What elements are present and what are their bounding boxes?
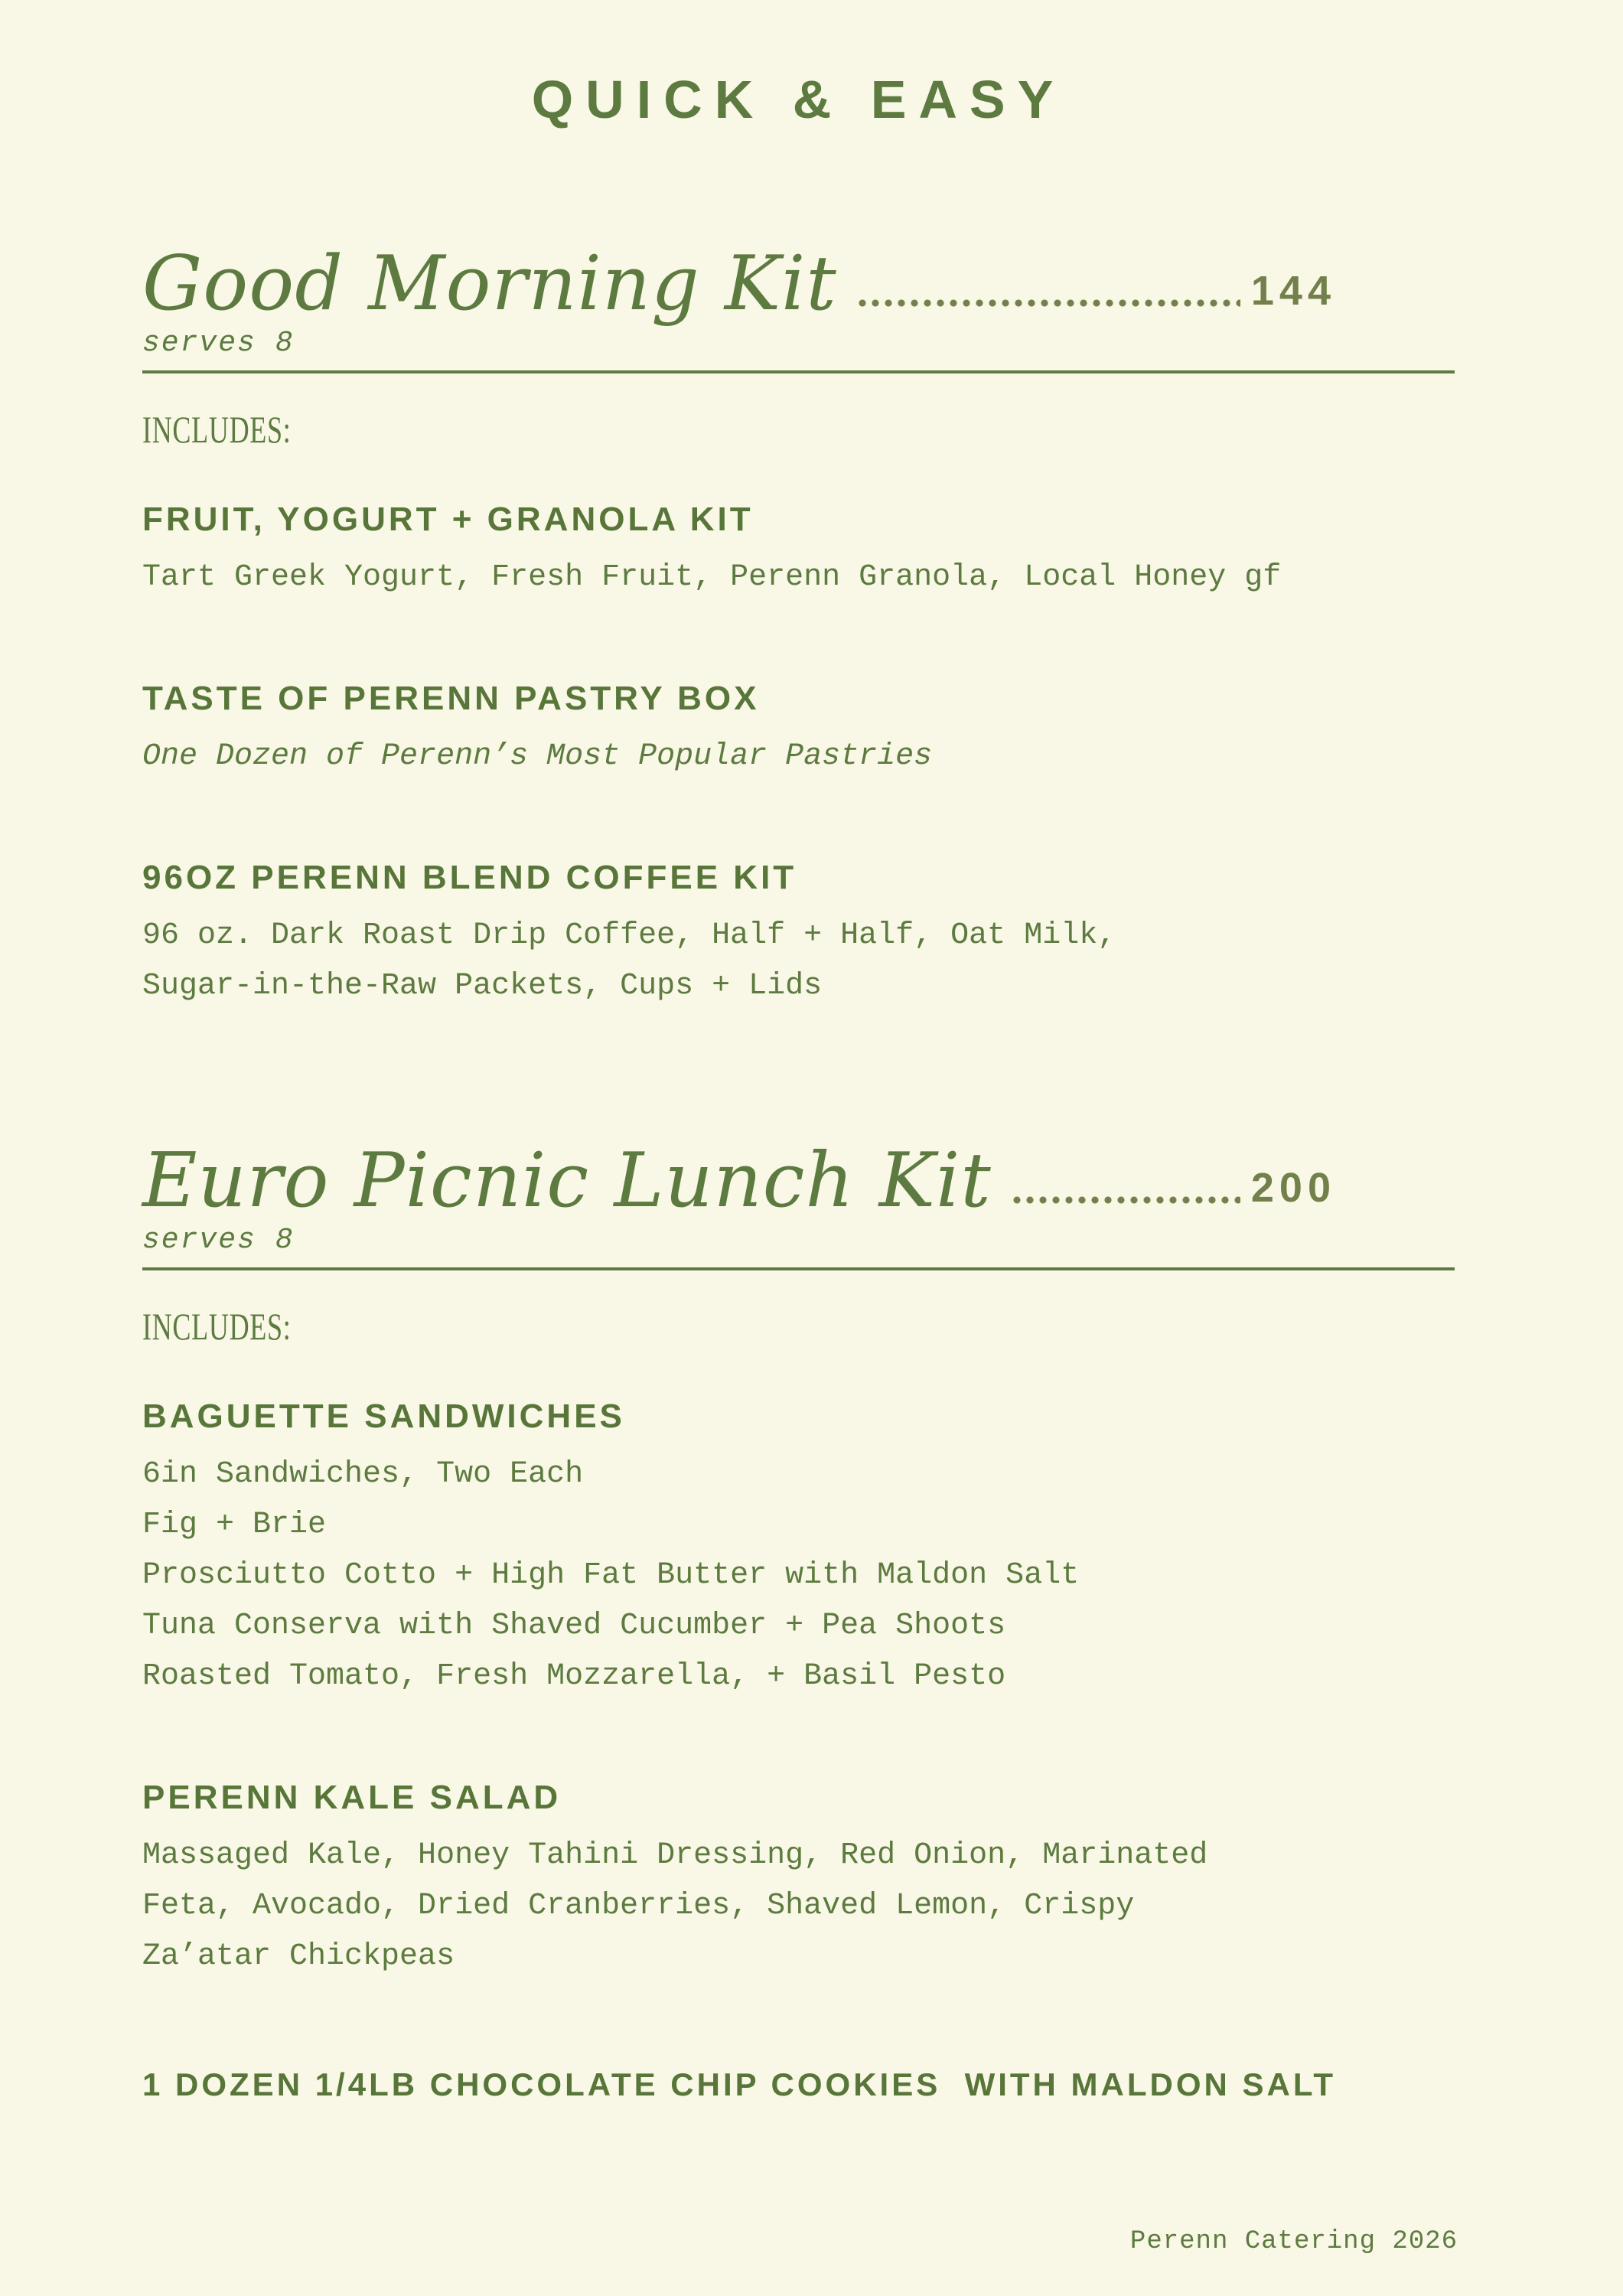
kit-price-row <box>142 1137 1336 1225</box>
dotted-leader <box>857 298 1240 308</box>
menu-item-line: 6in Sandwiches, Two Each <box>142 1456 584 1492</box>
cookies-footnote: 1 DOZEN 1/4LB CHOCOLATE CHIP COOKIES WITH MALDON SALT <box>142 2066 1337 2102</box>
menu-item-line: One Dozen of Perenn’s Most Popular Pastries <box>142 739 933 774</box>
menu-item-line: Tuna Conserva with Shaved Cucumber + Pea Shoots <box>142 1608 1006 1643</box>
serves-label: serves 8 <box>142 326 295 360</box>
kit-name: Good Morning Kit <box>142 240 837 328</box>
menu-item-line: Sugar-in-the-Raw Packets, Cups + Lids <box>142 968 823 1003</box>
dotted-leader <box>1012 1195 1240 1205</box>
kit-price: 200 <box>1250 1164 1336 1211</box>
menu-item-line: Za’atar Chickpeas <box>142 1939 455 1974</box>
menu-item-line: Tart Greek Yogurt, Fresh Fruit, Perenn Granola, Local Honey gf <box>142 559 1282 595</box>
menu-item-fruit-yogurt-granola <box>142 501 1455 603</box>
serves-label: serves 8 <box>142 1223 295 1257</box>
menu-item-heading: 96OZ PERENN BLEND COFFEE KIT <box>142 858 797 896</box>
menu-item-baguette-sandwiches <box>142 1397 1455 1702</box>
footer-credit: Perenn Catering 2026 <box>1129 2227 1458 2256</box>
menu-item-line: Feta, Avocado, Dried Cranberries, Shaved Lemon, Crispy <box>142 1888 1135 1923</box>
kit-name: Euro Picnic Lunch Kit <box>142 1137 992 1225</box>
kit-price: 144 <box>1250 267 1336 314</box>
menu-item-heading: PERENN KALE SALAD <box>142 1778 562 1816</box>
menu-item-line: Fig + Brie <box>142 1507 327 1542</box>
menu-item-line: Massaged Kale, Honey Tahini Dressing, Red Onion, Marinated <box>142 1838 1208 1873</box>
kit-price-row <box>142 240 1336 328</box>
includes-label: INCLUDES: <box>142 407 292 451</box>
menu-item-line: Roasted Tomato, Fresh Mozzarella, + Basil Pesto <box>142 1658 1006 1694</box>
includes-label: INCLUDES: <box>142 1304 292 1348</box>
kit-section-good-morning <box>142 240 1455 1012</box>
menu-item-kale-salad <box>142 1779 1455 1982</box>
menu-item-pastry-box <box>142 680 1455 782</box>
menu-item-coffee-kit <box>142 859 1455 1012</box>
page-title: QUICK & EASY <box>531 70 1066 129</box>
menu-item-heading: TASTE OF PERENN PASTRY BOX <box>142 679 760 717</box>
menu-item-line: Prosciutto Cotto + High Fat Butter with Maldon Salt <box>142 1557 1080 1593</box>
menu-item-line: 96 oz. Dark Roast Drip Coffee, Half + Half, Oat Milk, <box>142 918 1116 953</box>
menu-item-heading: BAGUETTE SANDWICHES <box>142 1397 625 1435</box>
menu-item-heading: FRUIT, YOGURT + GRANOLA KIT <box>142 500 754 538</box>
kit-section-euro-picnic <box>142 1137 1455 1982</box>
